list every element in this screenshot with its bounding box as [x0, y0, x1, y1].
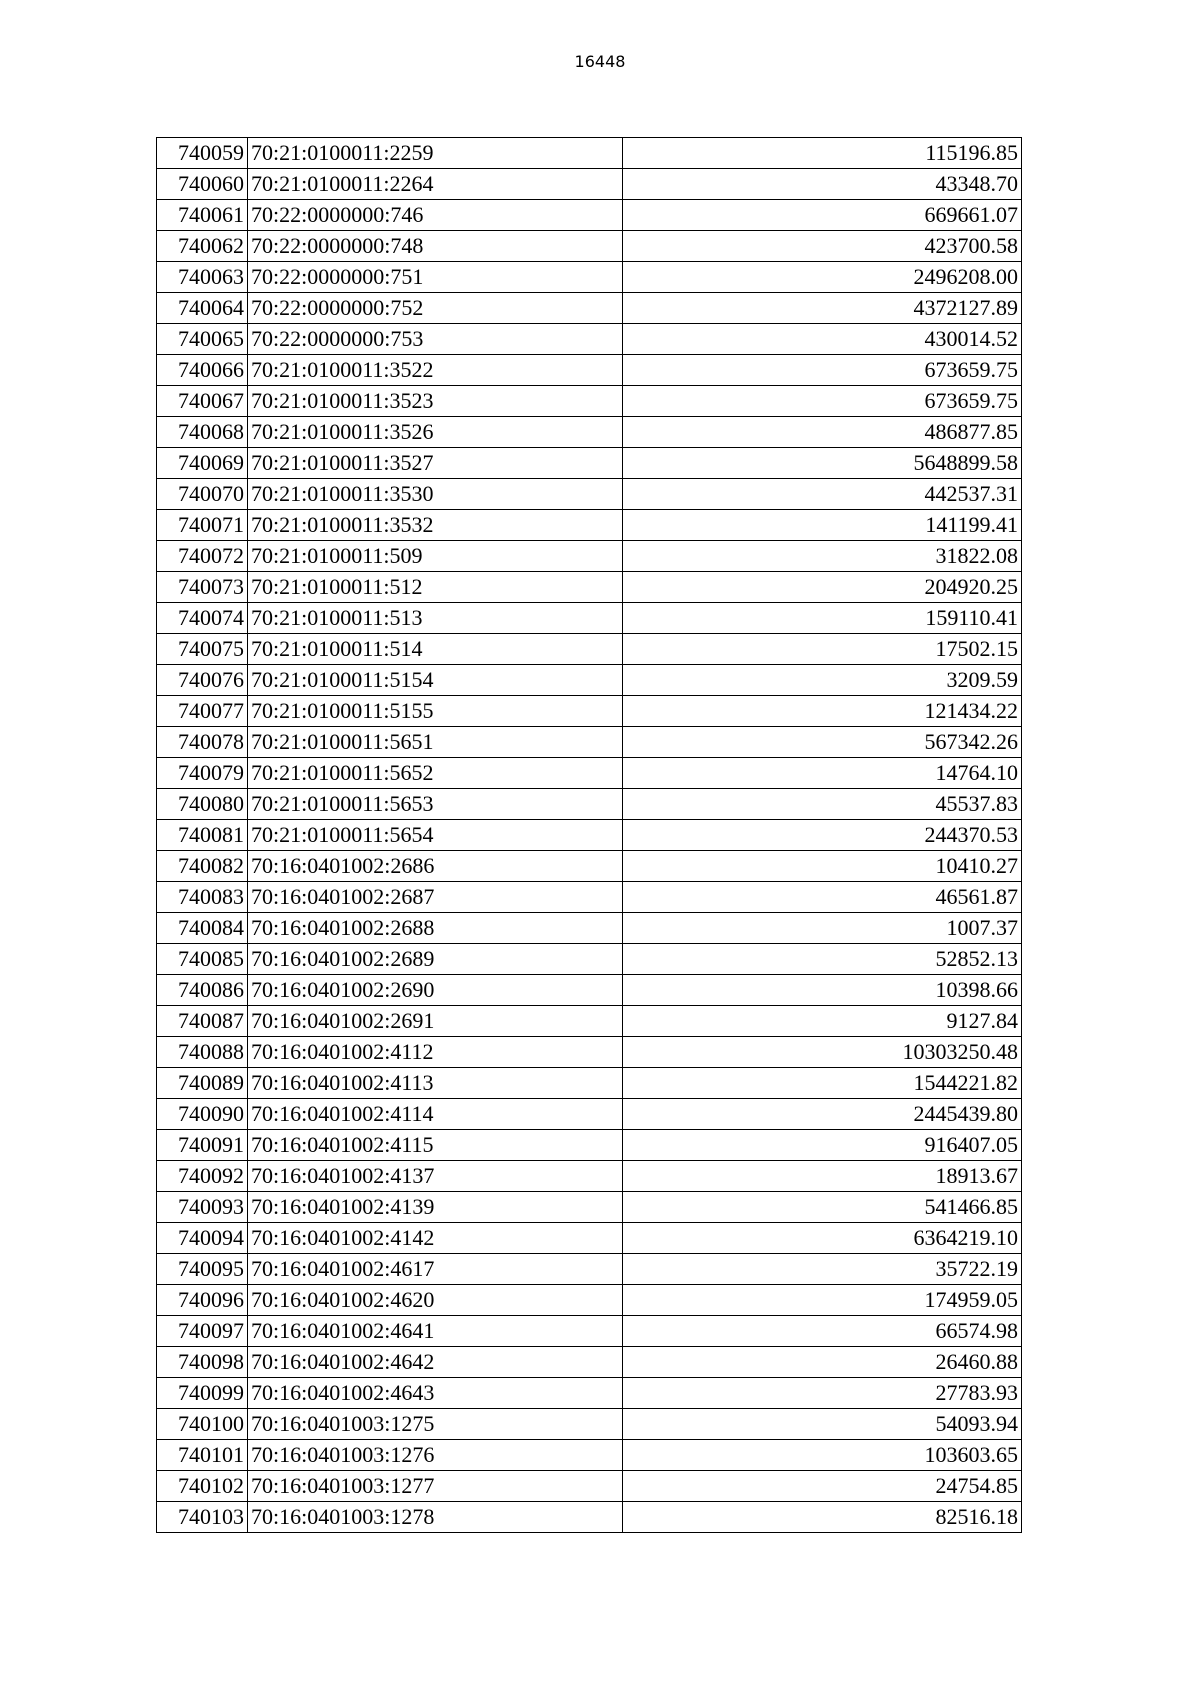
value-cell: 2496208.00	[623, 262, 1022, 293]
cadastral-number-cell: 70:21:0100011:5654	[248, 820, 623, 851]
table-row	[157, 138, 1022, 169]
value-cell: 1544221.82	[623, 1068, 1022, 1099]
table-row	[157, 727, 1022, 758]
table-row	[157, 1192, 1022, 1223]
cadastral-number-cell: 70:16:0401002:2687	[248, 882, 623, 913]
cadastral-number-cell: 70:21:0100011:5154	[248, 665, 623, 696]
table-row	[157, 634, 1022, 665]
row-number-cell: 740070	[157, 479, 248, 510]
table-row	[157, 324, 1022, 355]
row-number-cell: 740092	[157, 1161, 248, 1192]
row-number-cell: 740099	[157, 1378, 248, 1409]
table-row	[157, 1285, 1022, 1316]
value-cell: 45537.83	[623, 789, 1022, 820]
cadastral-number-cell: 70:16:0401002:2691	[248, 1006, 623, 1037]
row-number-cell: 740069	[157, 448, 248, 479]
row-number-cell: 740093	[157, 1192, 248, 1223]
cadastral-number-cell: 70:21:0100011:513	[248, 603, 623, 634]
table-row	[157, 975, 1022, 1006]
cadastral-number-cell: 70:21:0100011:3530	[248, 479, 623, 510]
row-number-cell: 740079	[157, 758, 248, 789]
cadastral-number-cell: 70:16:0401002:4114	[248, 1099, 623, 1130]
row-number-cell: 740089	[157, 1068, 248, 1099]
row-number-cell: 740074	[157, 603, 248, 634]
value-cell: 54093.94	[623, 1409, 1022, 1440]
row-number-cell: 740085	[157, 944, 248, 975]
cadastral-number-cell: 70:21:0100011:5651	[248, 727, 623, 758]
value-cell: 673659.75	[623, 355, 1022, 386]
cadastral-number-cell: 70:21:0100011:509	[248, 541, 623, 572]
value-cell: 159110.41	[623, 603, 1022, 634]
value-cell: 430014.52	[623, 324, 1022, 355]
value-cell: 9127.84	[623, 1006, 1022, 1037]
cadastral-number-cell: 70:21:0100011:3523	[248, 386, 623, 417]
row-number-cell: 740062	[157, 231, 248, 262]
table-row	[157, 1006, 1022, 1037]
cadastral-number-cell: 70:16:0401002:4113	[248, 1068, 623, 1099]
row-number-cell: 740102	[157, 1471, 248, 1502]
value-cell: 31822.08	[623, 541, 1022, 572]
value-cell: 52852.13	[623, 944, 1022, 975]
records-table-body	[157, 138, 1022, 1533]
row-number-cell: 740071	[157, 510, 248, 541]
row-number-cell: 740101	[157, 1440, 248, 1471]
value-cell: 35722.19	[623, 1254, 1022, 1285]
row-number-cell: 740073	[157, 572, 248, 603]
cadastral-number-cell: 70:21:0100011:3532	[248, 510, 623, 541]
cadastral-number-cell: 70:16:0401002:4137	[248, 1161, 623, 1192]
value-cell: 486877.85	[623, 417, 1022, 448]
table-row	[157, 479, 1022, 510]
records-table	[156, 137, 1022, 1533]
table-row	[157, 820, 1022, 851]
value-cell: 567342.26	[623, 727, 1022, 758]
table-row	[157, 1409, 1022, 1440]
table-row	[157, 355, 1022, 386]
value-cell: 14764.10	[623, 758, 1022, 789]
table-row	[157, 1316, 1022, 1347]
value-cell: 4372127.89	[623, 293, 1022, 324]
cadastral-number-cell: 70:16:0401002:4620	[248, 1285, 623, 1316]
table-row	[157, 231, 1022, 262]
cadastral-number-cell: 70:22:0000000:748	[248, 231, 623, 262]
table-row	[157, 1037, 1022, 1068]
table-row	[157, 944, 1022, 975]
cadastral-number-cell: 70:21:0100011:5653	[248, 789, 623, 820]
table-row	[157, 665, 1022, 696]
cadastral-number-cell: 70:21:0100011:5652	[248, 758, 623, 789]
value-cell: 6364219.10	[623, 1223, 1022, 1254]
table-row	[157, 572, 1022, 603]
table-row	[157, 882, 1022, 913]
value-cell: 2445439.80	[623, 1099, 1022, 1130]
row-number-cell: 740075	[157, 634, 248, 665]
table-row	[157, 200, 1022, 231]
row-number-cell: 740059	[157, 138, 248, 169]
page-number: 16448	[574, 52, 626, 71]
value-cell: 115196.85	[623, 138, 1022, 169]
row-number-cell: 740076	[157, 665, 248, 696]
cadastral-number-cell: 70:16:0401003:1275	[248, 1409, 623, 1440]
row-number-cell: 740067	[157, 386, 248, 417]
value-cell: 26460.88	[623, 1347, 1022, 1378]
cadastral-number-cell: 70:21:0100011:3526	[248, 417, 623, 448]
value-cell: 43348.70	[623, 169, 1022, 200]
row-number-cell: 740064	[157, 293, 248, 324]
cadastral-number-cell: 70:21:0100011:512	[248, 572, 623, 603]
cadastral-number-cell: 70:16:0401002:4115	[248, 1130, 623, 1161]
table-row	[157, 1378, 1022, 1409]
table-row	[157, 1440, 1022, 1471]
table-row	[157, 293, 1022, 324]
value-cell: 18913.67	[623, 1161, 1022, 1192]
value-cell: 103603.65	[623, 1440, 1022, 1471]
row-number-cell: 740090	[157, 1099, 248, 1130]
table-row	[157, 169, 1022, 200]
row-number-cell: 740080	[157, 789, 248, 820]
row-number-cell: 740094	[157, 1223, 248, 1254]
cadastral-number-cell: 70:21:0100011:2259	[248, 138, 623, 169]
cadastral-number-cell: 70:16:0401002:2689	[248, 944, 623, 975]
row-number-cell: 740081	[157, 820, 248, 851]
table-row	[157, 386, 1022, 417]
value-cell: 141199.41	[623, 510, 1022, 541]
table-row	[157, 541, 1022, 572]
row-number-cell: 740060	[157, 169, 248, 200]
cadastral-number-cell: 70:22:0000000:751	[248, 262, 623, 293]
cadastral-number-cell: 70:22:0000000:752	[248, 293, 623, 324]
row-number-cell: 740103	[157, 1502, 248, 1533]
table-row	[157, 1347, 1022, 1378]
row-number-cell: 740068	[157, 417, 248, 448]
row-number-cell: 740066	[157, 355, 248, 386]
row-number-cell: 740091	[157, 1130, 248, 1161]
value-cell: 27783.93	[623, 1378, 1022, 1409]
table-row	[157, 1161, 1022, 1192]
value-cell: 121434.22	[623, 696, 1022, 727]
row-number-cell: 740077	[157, 696, 248, 727]
cadastral-number-cell: 70:16:0401002:4643	[248, 1378, 623, 1409]
value-cell: 66574.98	[623, 1316, 1022, 1347]
row-number-cell: 740087	[157, 1006, 248, 1037]
table-row	[157, 262, 1022, 293]
row-number-cell: 740097	[157, 1316, 248, 1347]
table-row	[157, 1471, 1022, 1502]
cadastral-number-cell: 70:21:0100011:514	[248, 634, 623, 665]
value-cell: 669661.07	[623, 200, 1022, 231]
cadastral-number-cell: 70:16:0401002:4112	[248, 1037, 623, 1068]
value-cell: 916407.05	[623, 1130, 1022, 1161]
cadastral-number-cell: 70:21:0100011:2264	[248, 169, 623, 200]
value-cell: 174959.05	[623, 1285, 1022, 1316]
value-cell: 204920.25	[623, 572, 1022, 603]
cadastral-number-cell: 70:16:0401002:4641	[248, 1316, 623, 1347]
row-number-cell: 740078	[157, 727, 248, 758]
value-cell: 442537.31	[623, 479, 1022, 510]
cadastral-number-cell: 70:16:0401002:4642	[248, 1347, 623, 1378]
cadastral-number-cell: 70:16:0401002:2686	[248, 851, 623, 882]
row-number-cell: 740061	[157, 200, 248, 231]
value-cell: 423700.58	[623, 231, 1022, 262]
cadastral-number-cell: 70:16:0401002:2690	[248, 975, 623, 1006]
value-cell: 244370.53	[623, 820, 1022, 851]
cadastral-number-cell: 70:21:0100011:3522	[248, 355, 623, 386]
value-cell: 3209.59	[623, 665, 1022, 696]
table-row	[157, 1068, 1022, 1099]
cadastral-number-cell: 70:16:0401003:1276	[248, 1440, 623, 1471]
row-number-cell: 740065	[157, 324, 248, 355]
table-row	[157, 851, 1022, 882]
table-row	[157, 913, 1022, 944]
value-cell: 673659.75	[623, 386, 1022, 417]
row-number-cell: 740088	[157, 1037, 248, 1068]
value-cell: 24754.85	[623, 1471, 1022, 1502]
cadastral-number-cell: 70:22:0000000:746	[248, 200, 623, 231]
row-number-cell: 740072	[157, 541, 248, 572]
row-number-cell: 740098	[157, 1347, 248, 1378]
table-row	[157, 1254, 1022, 1285]
cadastral-number-cell: 70:16:0401003:1278	[248, 1502, 623, 1533]
table-row	[157, 1502, 1022, 1533]
value-cell: 82516.18	[623, 1502, 1022, 1533]
value-cell: 5648899.58	[623, 448, 1022, 479]
cadastral-number-cell: 70:16:0401002:4617	[248, 1254, 623, 1285]
table-row	[157, 417, 1022, 448]
cadastral-number-cell: 70:16:0401002:4139	[248, 1192, 623, 1223]
row-number-cell: 740100	[157, 1409, 248, 1440]
value-cell: 46561.87	[623, 882, 1022, 913]
row-number-cell: 740095	[157, 1254, 248, 1285]
table-row	[157, 696, 1022, 727]
row-number-cell: 740084	[157, 913, 248, 944]
table-row	[157, 1099, 1022, 1130]
value-cell: 10410.27	[623, 851, 1022, 882]
value-cell: 10303250.48	[623, 1037, 1022, 1068]
row-number-cell: 740063	[157, 262, 248, 293]
table-row	[157, 758, 1022, 789]
value-cell: 10398.66	[623, 975, 1022, 1006]
value-cell: 541466.85	[623, 1192, 1022, 1223]
table-row	[157, 1223, 1022, 1254]
value-cell: 1007.37	[623, 913, 1022, 944]
row-number-cell: 740083	[157, 882, 248, 913]
cadastral-number-cell: 70:16:0401002:2688	[248, 913, 623, 944]
table-row	[157, 1130, 1022, 1161]
cadastral-number-cell: 70:16:0401003:1277	[248, 1471, 623, 1502]
value-cell: 17502.15	[623, 634, 1022, 665]
cadastral-number-cell: 70:21:0100011:5155	[248, 696, 623, 727]
row-number-cell: 740096	[157, 1285, 248, 1316]
cadastral-number-cell: 70:16:0401002:4142	[248, 1223, 623, 1254]
row-number-cell: 740086	[157, 975, 248, 1006]
row-number-cell: 740082	[157, 851, 248, 882]
table-row	[157, 789, 1022, 820]
table-row	[157, 448, 1022, 479]
cadastral-number-cell: 70:22:0000000:753	[248, 324, 623, 355]
cadastral-number-cell: 70:21:0100011:3527	[248, 448, 623, 479]
table-row	[157, 603, 1022, 634]
table-row	[157, 510, 1022, 541]
